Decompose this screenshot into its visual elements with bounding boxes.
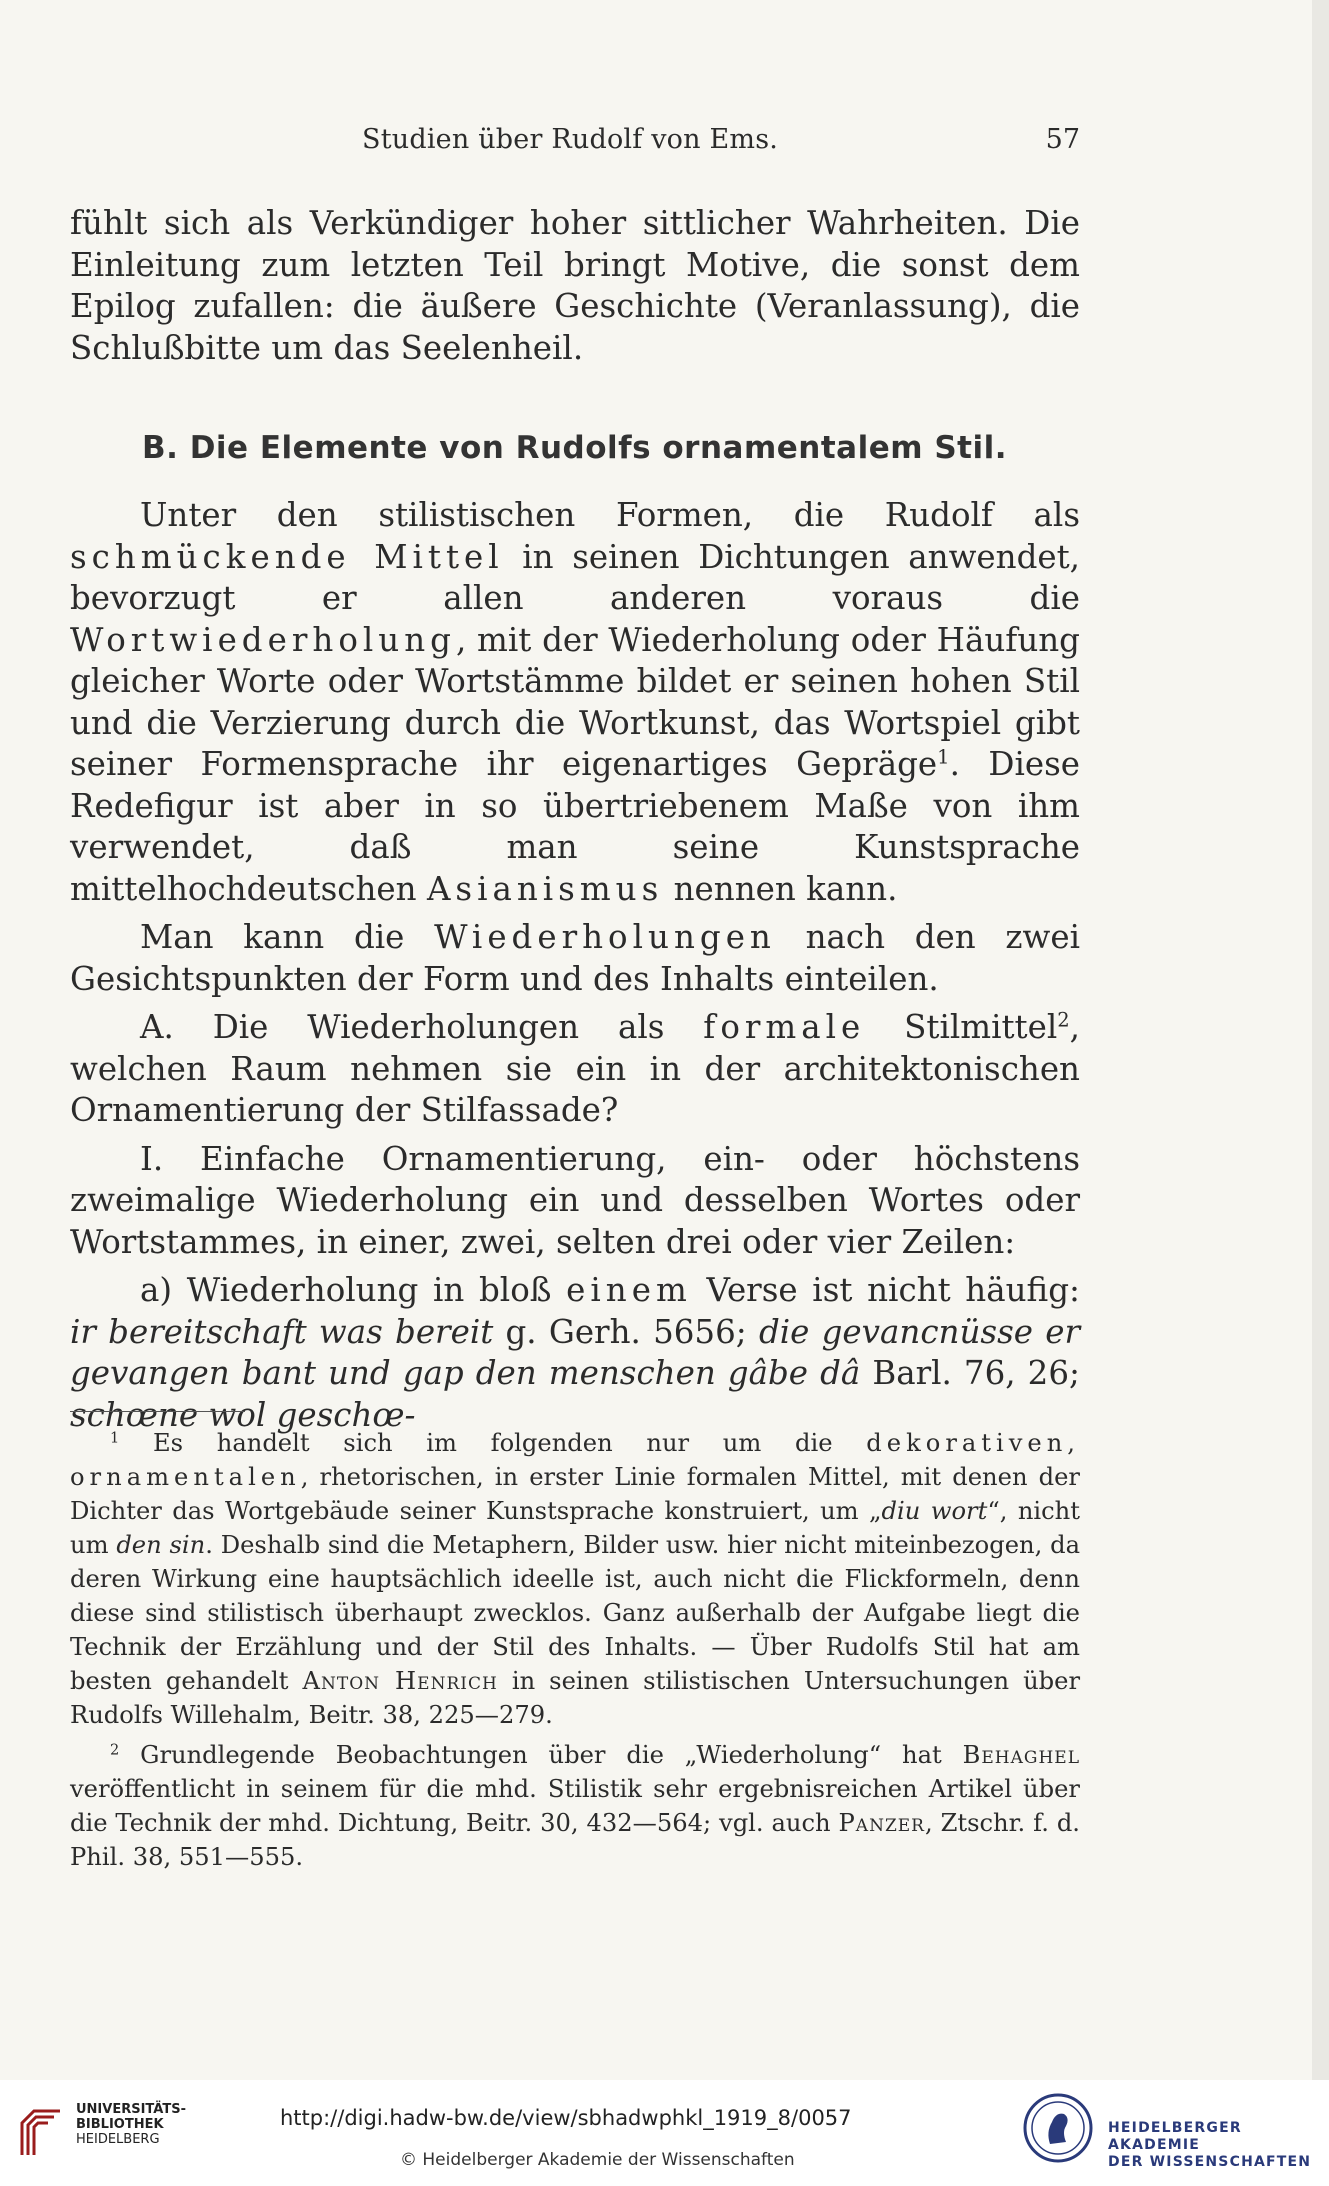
footnote-ref-2: 2 [1057,1008,1070,1032]
footnotes [70,1426,1080,1874]
body-text [70,495,1080,1436]
running-title: Studien über Rudolf von Ems. [362,124,779,155]
paragraph-5: I. Einfache Ornamentierung, ein- oder höchstens zweimalige Wiederholung ein und desselben Wortes oder Wortstammes, in einer, zwei, selten drei oder vier Zeilen: [70,1139,1080,1261]
footnote-separator [70,1411,245,1412]
paragraph-2: Unter den stilistischen Formen, die Rudolf als schmückende Mittel in seinen Dichtungen anwendet, bevorzugt er allen anderen voraus die Wortwiederholung, mit der Wiederholung oder Häufung gleicher Worte oder Wortstämme bildet er seinen hohen Stil und die Verzierung durch die Wortkunst, das Wortspiel gibt seiner Formensprache ihr eigenartiges Gepräge$^1$. Diese Redefigur ist aber in so übertriebenem Maße von ihm verwendet, daß man seine Kunstsprache mittelhochdeutschen Asianismus nennen kann. [70,496,1080,908]
footnote-ref-1: 1 [937,745,950,769]
paragraph-1: fühlt sich als Verkündiger hoher sittlicher Wahrheiten. Die Einleitung zum letzten Teil bringt Motive, die sonst dem Epilog zufallen: die äußere Geschichte (Veranlassung), die Schlußbitte um das Seelenheil. [70,204,1080,367]
footnote-1: $^1$ Es handelt sich im folgenden nur um die dekorativen, ornamentalen, rhetorischen, in erster Linie formalen Mittel, mit denen der Dichter das Wortgebäude seiner Kunstsprache konstruiert, um „diu wort“, nicht um den sin. Deshalb sind die Metaphern, Bilder usw. hier nicht miteinbezogen, da deren Wirkung eine hauptsächlich ideelle ist, auch nicht die Flickformeln, denn diese sind stilistisch überhaupt zwecklos. Ganz außerhalb der Aufgabe liegt die Technik der Erzählung und der Stil des Inhalts. — Über Rudolfs Stil hat am besten gehandelt Anton Henrich in seinen stilistischen Untersuchungen über Rudolfs Willehalm, Beitr. 38, 225—279. [70,1429,1081,1729]
academy-seal-icon [1022,2092,1094,2164]
page-number: 57 [1045,124,1080,155]
body-text-top [70,203,1080,369]
paragraph-4: A. Die Wiederholungen als formale Stilmittel$^2$, welchen Raum nehmen sie ein in der architektonischen Ornamentierung der Stilfassade? [70,1008,1080,1129]
copyright-notice: © Heidelberger Akademie der Wissenschaften [400,2150,795,2170]
section-heading: B. Die Elemente von Rudolfs ornamentalem Stil. [142,430,1008,466]
paragraph-3: Man kann die Wiederholungen nach den zwei Gesichtspunkten der Form und des Inhalts einteilen. [70,918,1080,998]
paragraph-6: a) Wiederholung in bloß einem Verse ist nicht häufig: ir bereitschaft was bereit g. Gerh. 5656; die gevancnüsse er gevangen bant und gap den menschen gâbe dâ Barl. 76, 26; schœne wol geschœ- [70,1271,1080,1434]
running-header [70,124,1080,164]
scan-edge [1312,0,1329,2080]
university-library-logo-icon [16,2105,66,2161]
permalink[interactable]: http://digi.hadw-bw.de/view/sbhadwphkl_1919_8/0057 [280,2106,852,2130]
footnote-2: $^2$ Grundlegende Beobachtungen über die „Wiederholung“ hat Behaghel veröffentlicht in seinem für die mhd. Stilistik sehr ergebnisreichen Artikel über die Technik der mhd. Dichtung, Beitr. 30, 432—564; vgl. auch Panzer, Ztschr. f. d. Phil. 38, 551—555. [70,1741,1080,1871]
university-library-name: UNIVERSITÄTS- BIBLIOTHEK HEIDELBERG [76,2102,186,2147]
academy-name: HEIDELBERGER AKADEMIE DER WISSENSCHAFTEN [1108,2120,1312,2170]
